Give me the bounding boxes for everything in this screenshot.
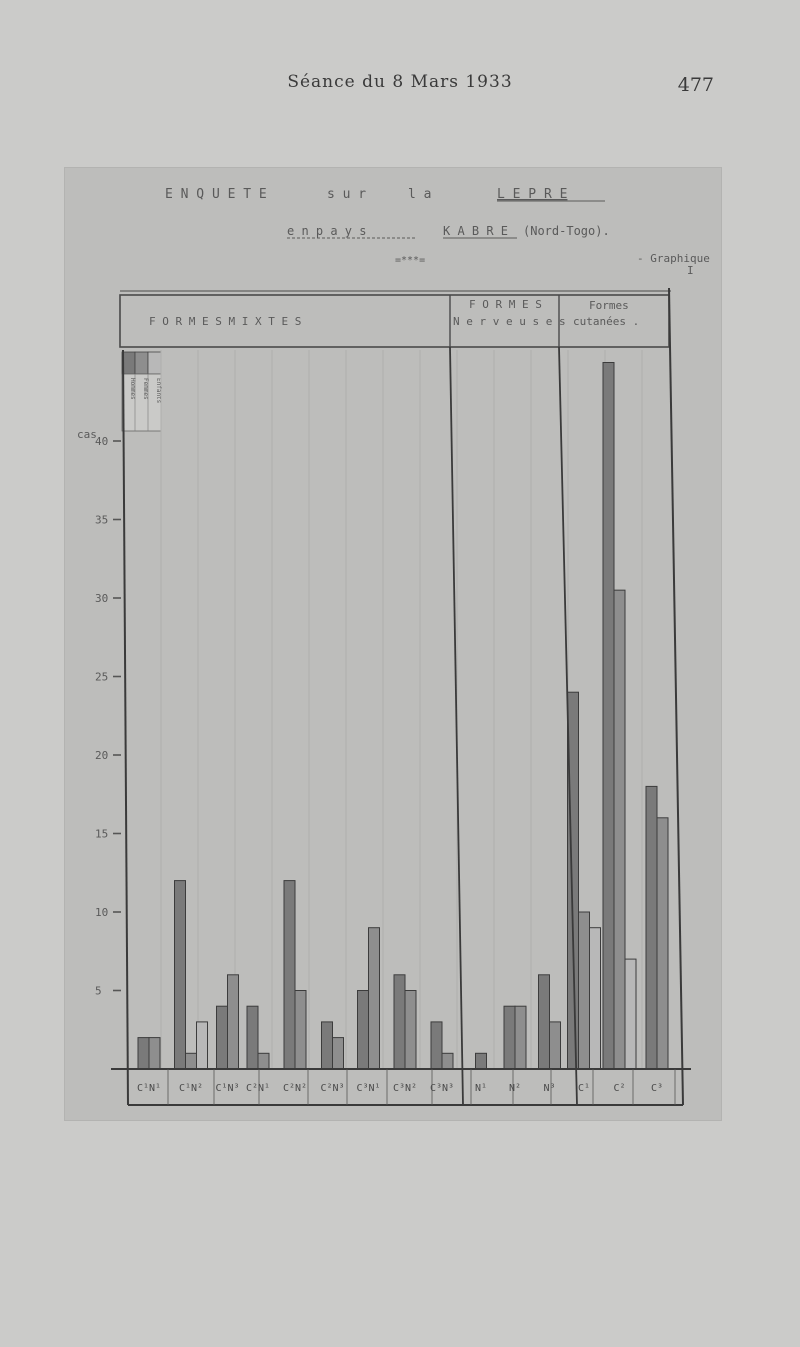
bar-femmes-9 [442, 1053, 453, 1069]
bar-femmes-4 [258, 1053, 269, 1069]
y-axis-line [123, 350, 128, 1105]
right-border [669, 288, 683, 1105]
bar-hommes-12 [539, 975, 550, 1069]
x-tick-label: C¹N¹ [136, 1083, 162, 1094]
header-formes-nerveuses-2: N e r v e u s e s [453, 315, 566, 328]
y-axis-unit: cas [77, 428, 97, 441]
x-tick-label: C¹ [577, 1083, 591, 1094]
bar-femmes-1 [149, 1038, 160, 1069]
bar-hommes-1 [138, 1038, 149, 1069]
bar-femmes-15 [657, 818, 668, 1069]
bar-hommes-10 [476, 1053, 487, 1069]
bar-hommes-6 [322, 1022, 333, 1069]
y-tick-label: 20 [95, 749, 109, 762]
x-tick-label: C²N³ [320, 1083, 345, 1094]
running-title: Séance du 8 Mars 1933 [287, 72, 513, 92]
x-tick-label: N¹ [474, 1083, 488, 1094]
bar-enfants-14 [625, 959, 636, 1069]
x-tick-label: C² [613, 1083, 626, 1094]
bar-femmes-12 [550, 1022, 561, 1069]
y-tick-label: 5 [95, 984, 102, 998]
bar-hommes-2 [175, 881, 186, 1069]
x-axis-labels [137, 1083, 663, 1094]
bar-hommes-15 [646, 786, 657, 1069]
legend-label-hommes: Hommes [129, 378, 136, 400]
x-tick-label: N² [508, 1083, 522, 1094]
y-tick-label: 10 [95, 906, 109, 919]
y-tick-label: 35 [95, 513, 109, 527]
bar-femmes-2 [186, 1053, 197, 1069]
x-tick-label: C¹N³ [215, 1083, 240, 1094]
x-tick-label: N³ [543, 1083, 556, 1094]
y-axis-ticks [95, 435, 121, 998]
bar-femmes-3 [228, 975, 239, 1069]
y-tick-label: 30 [95, 592, 109, 605]
x-tick-label: C²N¹ [245, 1083, 271, 1094]
legend-label-enfants: Enfants [155, 378, 162, 404]
bar-femmes-14 [614, 590, 625, 1069]
legend-swatch-enfants [148, 352, 161, 374]
bar-femmes-7 [369, 928, 380, 1069]
y-tick-label: 15 [95, 827, 109, 841]
header-formes-cutanees-1: Formes [589, 299, 629, 312]
bar-hommes-8 [394, 975, 405, 1069]
graph-label: - Graphique [637, 252, 710, 265]
bar-femmes-6 [333, 1038, 344, 1069]
page-number: 477 [677, 74, 714, 96]
bar-femmes-5 [295, 991, 306, 1070]
bar-hommes-14 [603, 363, 614, 1070]
title-line2-a: e n p a y s [287, 224, 367, 238]
bar-femmes-8 [405, 991, 416, 1070]
x-tick-label: C³N² [392, 1083, 418, 1094]
title-word-3: l a [408, 187, 432, 202]
header-formes-nerveuses-1: F O R M E S [469, 298, 542, 311]
title-ornament: =***= [395, 255, 426, 266]
header-formes-cutanees-2: cutanées . [573, 315, 640, 328]
legend-swatch-femmes [135, 352, 148, 374]
bar-hommes-9 [431, 1022, 442, 1069]
graph-number: I [687, 264, 694, 277]
title-word-1: E N Q U E T E [165, 187, 267, 202]
y-tick-label: 25 [95, 670, 109, 684]
bar-hommes-3 [217, 1006, 228, 1069]
title-word-4: L E P R E [497, 187, 568, 202]
bar-hommes-7 [358, 991, 369, 1070]
x-tick-label: C³N¹ [356, 1083, 381, 1094]
title-word-2: s u r [327, 187, 367, 202]
bar-enfants-2 [197, 1022, 208, 1069]
bars [138, 363, 668, 1070]
bar-hommes-5 [284, 881, 295, 1069]
x-tick-label: C³ [650, 1083, 664, 1094]
chart-title [165, 187, 710, 277]
legend-label-femmes: Femmes [142, 378, 149, 400]
title-line2-c: (Nord-Togo). [523, 224, 610, 238]
bar-femmes-11 [515, 1006, 526, 1069]
x-tick-label: C³N³ [429, 1083, 455, 1094]
header-formes-mixtes: F O R M E S M I X T E S [149, 315, 302, 328]
x-tick-label: C¹N² [178, 1083, 204, 1094]
running-head [0, 72, 800, 102]
bar-hommes-11 [504, 1006, 515, 1069]
leprosy-bar-chart [65, 168, 721, 1120]
bar-enfants-13 [590, 928, 601, 1069]
legend [122, 352, 162, 431]
chart-plate [65, 168, 721, 1120]
bar-femmes-13 [579, 912, 590, 1069]
x-tick-label: C²N² [282, 1083, 308, 1094]
y-tick-label: 40 [95, 435, 109, 448]
title-line2-b: K A B R E [443, 224, 509, 238]
bar-hommes-4 [247, 1006, 258, 1069]
